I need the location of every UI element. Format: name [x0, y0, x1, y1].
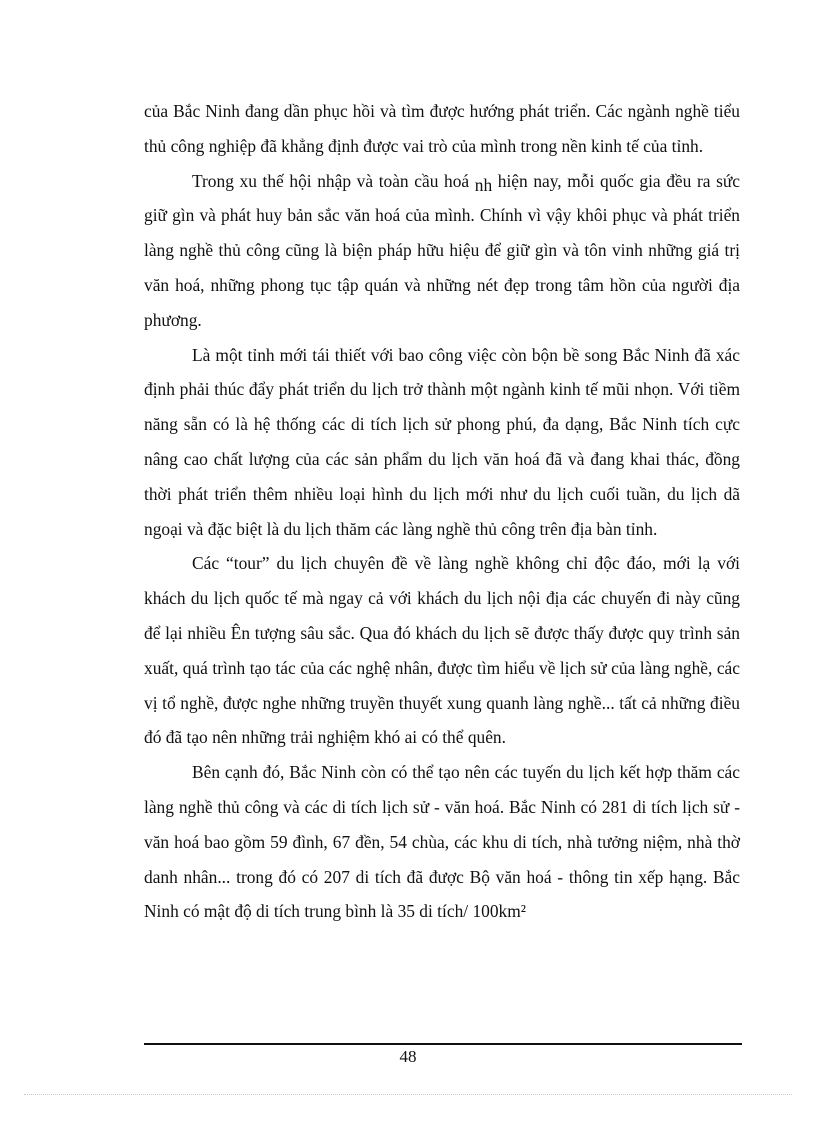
- paragraph-2-text-end: hiện nay, mỗi quốc gia đều ra sức giữ gìn và phát huy bản sắc văn hoá của mình. Chính vì vậy khôi phục và phát triển làng nghề thủ công cũng là biện pháp hữu hiệu để giữ gìn và tôn vinh những giá trị văn hoá, những phong tục tập quán và những nét đẹp trong tâm hồn của người địa phương.: [144, 170, 741, 330]
- page-number: 48: [399, 1047, 417, 1066]
- document-body: [144, 94, 740, 929]
- paragraph-5: Bên cạnh đó, Bắc Ninh còn có thể tạo nên các tuyến du lịch kết hợp thăm các làng nghề thủ công và các di tích lịch sử - văn hoá. Bắc Ninh có 281 di tích lịch sử - văn hoá bao gồm 59 đình, 67 đền, 54 chùa, các khu di tích, nhà tưởng niệm, nhà thờ danh nhân... trong đó có 207 di tích đã được Bộ văn hoá - thông tin xếp hạng. Bắc Ninh có mật độ di tích trung bình là 35 di tích/ 100km²: [144, 762, 740, 922]
- page-bottom-dotted-border: [24, 1094, 792, 1095]
- footer-rule: [144, 1043, 742, 1045]
- paragraph-4: Các “tour” du lịch chuyên đề về làng nghề không chỉ độc đáo, mới lạ với khách du lịch quốc tế mà ngay cả với khách du lịch nội địa các chuyến đi này cũng để lại nhiều Ên tượng sâu sắc. Qua đó khách du lịch sẽ được thấy được quy trình sản xuất, quá trình tạo tác của các nghệ nhân, được tìm hiểu về lịch sử của làng nghề, các vị tổ nghề, được nghe những truyền thuyết xung quanh làng nghề... tất cả những điều đó đã tạo nên những trải nghiệm khó ai có thể quên.: [144, 553, 740, 748]
- paragraph-3: Là một tỉnh mới tái thiết với bao công việc còn bộn bề song Bắc Ninh đã xác định phải thúc đẩy phát triển du lịch trở thành một ngành kinh tế mũi nhọn. Với tiềm năng sẵn có là hệ thống các di tích lịch sử phong phú, đa dạng, Bắc Ninh tích cực nâng cao chất lượng của các sản phẩm du lịch văn hoá đã và đang khai thác, đồng thời phát triển thêm nhiều loại hình du lịch mới như du lịch cuối tuần, du lịch dã ngoại và đặc biệt là du lịch thăm các làng nghề thủ công trên địa bàn tỉnh.: [144, 344, 740, 539]
- paragraph-2-text-start: Trong xu thế hội nhập và toàn cầu hoá: [192, 170, 475, 191]
- paragraph-1: của Bắc Ninh đang dần phục hồi và tìm được hướng phát triển. Các ngành nghề tiểu thủ công nghiệp đã khẳng định được vai trò của mình trong nền kinh tế của tỉnh.: [144, 101, 740, 156]
- paragraph-2-lowered-fragment: nh: [474, 174, 493, 195]
- paragraph-2: [144, 164, 740, 338]
